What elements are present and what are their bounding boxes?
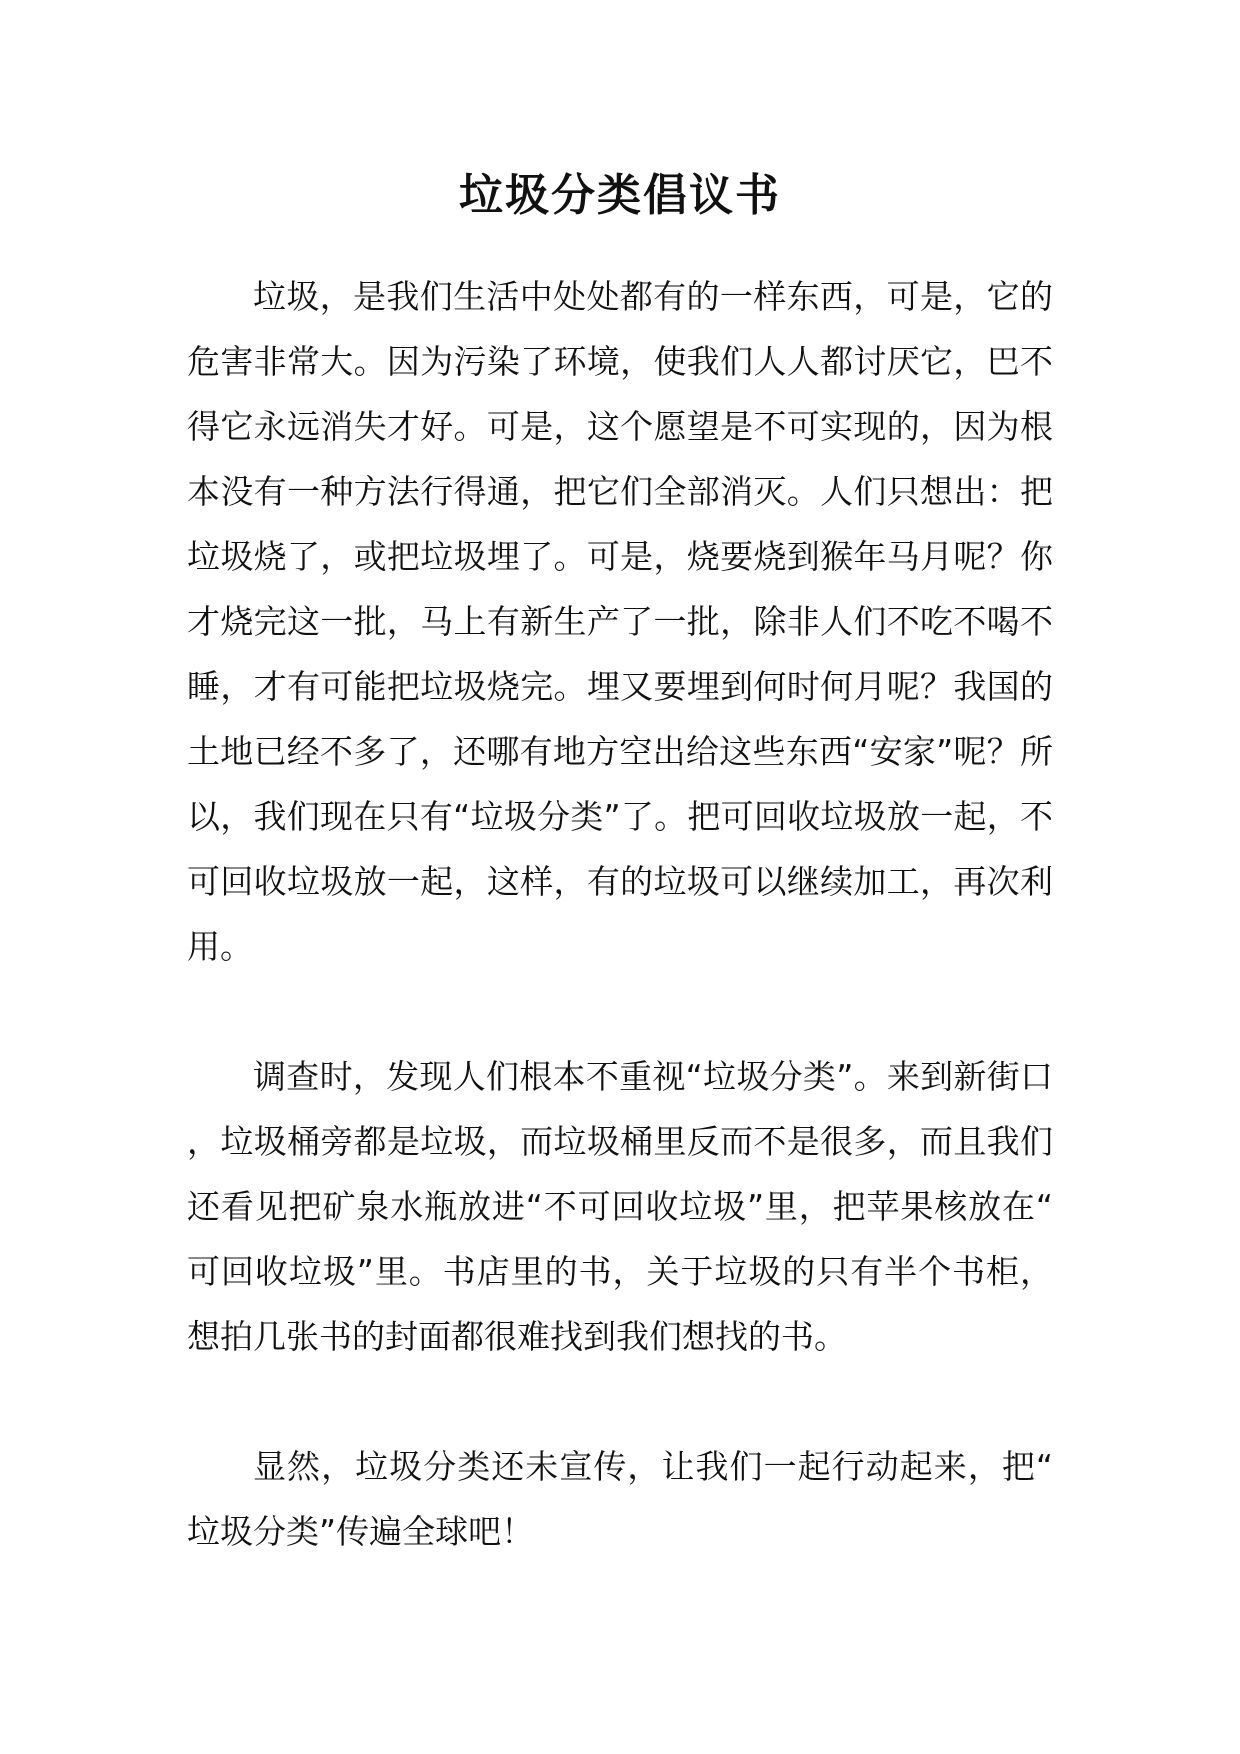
document-title: 垃圾分类倡议书 (459, 170, 781, 221)
paragraph-3: 显然，垃圾分类还未宣传，让我们一起行动起来，把“垃圾分类”传遍全球吧！ (187, 1447, 1053, 1551)
paragraph-2: 调查时，发现人们根本不重视“垃圾分类”。来到新街口，垃圾桶旁都是垃圾，而垃圾桶里反而不是很多，而且我们还看见把矿泉水瓶放进“不可回收垃圾”里，把苹果核放在“可回收垃圾”里。书店里的书，关于垃圾的只有半个书柜，想拍几张书的封面都很难找到我们想找的书。 (187, 1057, 1053, 1356)
paragraph-1: 垃圾，是我们生活中处处都有的一样东西，可是，它的危害非常大。因为污染了环境，使我们人人都讨厌它，巴不得它永远消失才好。可是，这个愿望是不可实现的，因为根本没有一种方法行得通，把它们全部消灭。人们只想出：把垃圾烧了，或把垃圾埋了。可是，烧要烧到猴年马月呢？你才烧完这一批，马上有新生产了一批，除非人们不吃不喝不睡，才有可能把垃圾烧完。埋又要埋到何时何月呢？我国的土地已经不多了，还哪有地方空出给这些东西“安家”呢？所以，我们现在只有“垃圾分类”了。把可回收垃圾放一起，不可回收垃圾放一起，这样，有的垃圾可以继续加工，再次利用。 (187, 277, 1053, 966)
document-body (187, 264, 1053, 1564)
